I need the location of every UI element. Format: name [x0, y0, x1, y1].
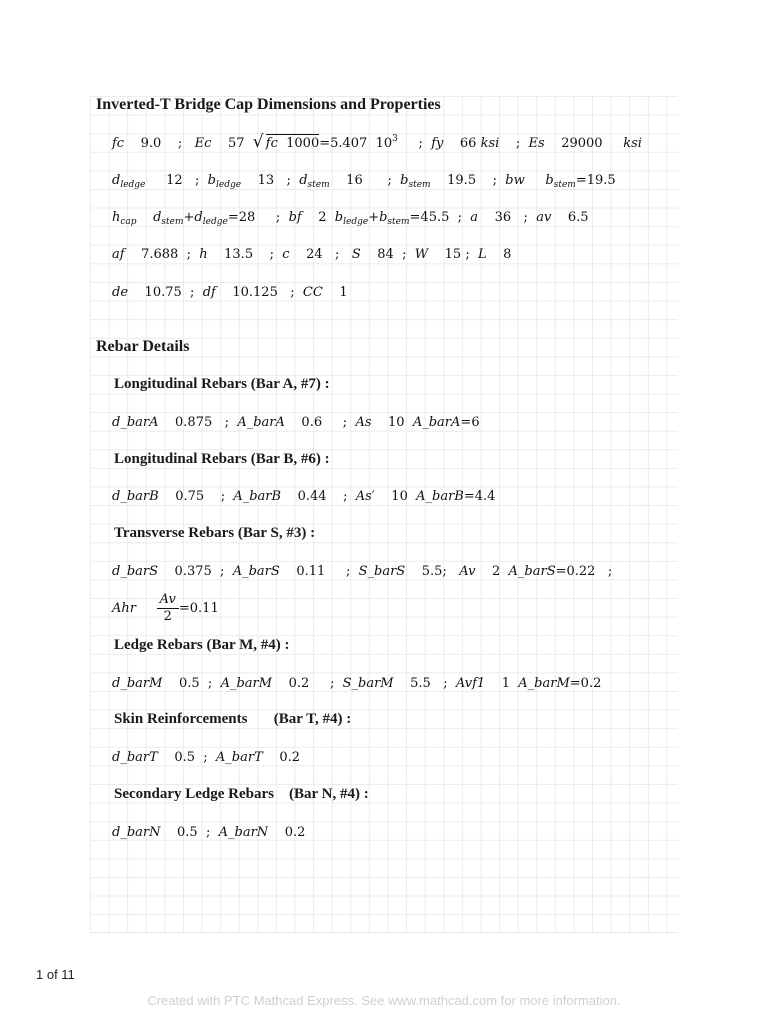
var-d-ledge: d — [112, 173, 121, 188]
av-result: =0.22 — [555, 564, 596, 579]
unit-ksi: ksi — [623, 136, 642, 151]
separator: ; — [290, 285, 295, 300]
separator: ; — [443, 676, 448, 691]
eq-bar-n[interactable] — [112, 825, 305, 840]
eq-hcap-bf-a-av[interactable] — [112, 210, 589, 225]
footer-text: Created with PTC Mathcad Express. See www.mathcad.com for more information. — [147, 993, 621, 1008]
val-l: 8 — [503, 247, 512, 262]
var-af: af — [112, 247, 125, 262]
val-a-bar-n: 0.2 — [284, 825, 306, 840]
var-d-bar-s: d_barS — [112, 564, 159, 579]
val-ec-coef: 57 — [227, 136, 245, 151]
var-a-bar-n: A_barN — [218, 825, 269, 840]
separator: ; — [224, 415, 230, 430]
plus-operator: + — [368, 210, 380, 225]
var-as-prime: As′ — [355, 489, 375, 504]
sub-stem: stem — [161, 217, 184, 227]
val-b-ledge: 13 — [257, 173, 275, 188]
separator: ; — [220, 489, 226, 504]
separator: ; — [402, 247, 407, 262]
fraction-denominator: 2 — [163, 609, 172, 624]
as-result: =6 — [460, 415, 480, 430]
val-d-stem: 16 — [346, 173, 363, 188]
var-d-bar-a: d_barA — [112, 415, 159, 430]
val-av-coef: 2 — [491, 564, 501, 579]
val-a-bar-s: 0.11 — [296, 564, 326, 579]
sub-ledge: ledge — [216, 180, 242, 190]
separator: ; — [220, 564, 225, 579]
separator: ; — [186, 247, 191, 262]
separator: ; — [207, 676, 213, 691]
val-es: 29000 — [561, 136, 603, 151]
separator: ; — [190, 285, 195, 300]
var-a-bar-s-ref: A_barS — [508, 564, 556, 579]
var-s-bar-s: S_barS — [358, 564, 406, 579]
var-s-bar-m: S_barM — [342, 676, 394, 691]
val-s-bar-s: 5.5 — [421, 564, 443, 579]
separator: ; — [607, 564, 613, 579]
separator: ; — [342, 415, 348, 430]
var-h-cap: h — [112, 210, 121, 225]
sub-stem: stem — [387, 217, 410, 227]
eq-ledge-stem[interactable] — [112, 173, 616, 188]
var-a-bar-m-ref: A_barM — [518, 676, 570, 691]
val-1000: 1000 — [286, 136, 320, 151]
eq-ahr[interactable] — [112, 592, 219, 625]
val-fc: 9.0 — [140, 136, 162, 151]
var-s: S — [351, 247, 361, 262]
sub-cap: cap — [120, 217, 137, 227]
val-a-bar-m: 0.2 — [288, 676, 310, 691]
fraction-numerator: Av — [157, 592, 179, 609]
eq-de-df-cc[interactable] — [112, 285, 348, 300]
eq-bar-a[interactable] — [112, 415, 480, 430]
var-a-bar-m: A_barM — [220, 676, 273, 691]
var-ahr: Ahr — [112, 601, 136, 616]
val-as-coef: 10 — [388, 415, 405, 430]
var-d-bar-n: d_barN — [112, 825, 161, 840]
bw-result: =19.5 — [575, 173, 616, 188]
section-heading-rebar: Rebar Details — [96, 338, 190, 355]
val-df: 10.125 — [232, 285, 278, 300]
var-d-bar-b: d_barB — [112, 489, 159, 504]
ahr-result: =0.11 — [178, 601, 219, 616]
separator: ; — [335, 247, 340, 262]
ec-power-base: 10 — [375, 136, 393, 151]
separator: ; — [465, 247, 470, 262]
var-es: Es — [528, 136, 545, 151]
var-as: As — [355, 415, 372, 430]
separator: ; — [387, 173, 392, 188]
val-fy: 66 — [459, 136, 477, 151]
val-h: 13.5 — [224, 247, 254, 262]
sub-ledge: ledge — [343, 217, 369, 227]
bar-b-title: Longitudinal Rebars (Bar B, #6) : — [114, 451, 330, 467]
var-df: df — [202, 285, 216, 300]
eq-bar-s[interactable] — [112, 564, 612, 579]
val-s: 84 — [377, 247, 394, 262]
avf-result: =0.2 — [569, 676, 602, 691]
var-av: av — [536, 210, 552, 225]
separator: ; — [345, 564, 351, 579]
val-de: 10.75 — [144, 285, 182, 300]
var-de: de — [112, 285, 129, 300]
val-d-bar-m: 0.5 — [178, 676, 200, 691]
bar-m-title: Ledge Rebars (Bar M, #4) : — [114, 637, 290, 653]
var-a-bar-b-ref: A_barB — [416, 489, 464, 504]
val-b-stem: 19.5 — [447, 173, 477, 188]
var-d-stem-ref: d — [153, 210, 162, 225]
sub-stem: stem — [553, 180, 576, 190]
var-fc-in-sqrt: fc — [265, 136, 278, 151]
val-d-bar-a: 0.875 — [175, 415, 213, 430]
var-c: c — [282, 247, 290, 262]
var-d-bar-m: d_barM — [112, 676, 163, 691]
ec-power-exp: 3 — [392, 134, 398, 144]
separator: ; — [515, 136, 521, 151]
bf-result: =45.5 — [409, 210, 450, 225]
var-l: L — [478, 247, 487, 262]
bar-t-title: Skin Reinforcements (Bar T, #4) : — [114, 711, 352, 727]
val-w: 15 — [444, 247, 462, 262]
val-cc: 1 — [339, 285, 348, 300]
var-b-stem: b — [400, 173, 409, 188]
var-b-stem-ref: b — [379, 210, 388, 225]
separator: ; — [492, 173, 498, 188]
var-w: W — [414, 247, 429, 262]
h-cap-result: =28 — [227, 210, 256, 225]
var-a-bar-a-ref: A_barA — [412, 415, 461, 430]
page-title: Inverted-T Bridge Cap Dimensions and Properties — [96, 96, 441, 113]
var-cc: CC — [302, 285, 323, 300]
separator: ; — [203, 750, 208, 765]
val-d-ledge: 12 — [166, 173, 183, 188]
var-a: a — [470, 210, 479, 225]
var-d-stem: d — [299, 173, 308, 188]
var-h: h — [199, 247, 208, 262]
eq-bar-b[interactable] — [112, 489, 495, 504]
eq-af-h-c-s-w-l[interactable] — [112, 247, 511, 262]
separator: ; — [177, 136, 183, 151]
val-bf-coef: 2 — [318, 210, 327, 225]
eq-fc-ec-fy-es[interactable] — [112, 132, 642, 152]
val-s-bar-m: 5.5 — [410, 676, 431, 691]
separator: ; — [205, 825, 211, 840]
separator: ; — [275, 210, 281, 225]
separator: ; — [343, 489, 348, 504]
separator: ; — [286, 173, 291, 188]
sqrt-expression — [252, 132, 320, 152]
var-ec: Ec — [194, 136, 212, 151]
bar-n-title: Secondary Ledge Rebars (Bar N, #4) : — [114, 786, 369, 802]
bar-a-title: Longitudinal Rebars (Bar A, #7) : — [114, 376, 330, 392]
val-d-bar-s: 0.375 — [174, 564, 212, 579]
separator: ; — [523, 210, 528, 225]
plus-operator: + — [183, 210, 195, 225]
unit-ksi: ksi — [480, 136, 500, 151]
var-a-bar-t: A_barT — [215, 750, 263, 765]
var-av-bar: Av — [459, 564, 476, 579]
var-avf1: Avf1 — [455, 676, 486, 691]
var-a-bar-b: A_barB — [233, 489, 282, 504]
sub-ledge: ledge — [202, 217, 228, 227]
var-a-bar-a: A_barA — [237, 415, 285, 430]
eq-bar-m[interactable] — [112, 676, 601, 691]
var-d-ledge-ref: d — [194, 210, 203, 225]
val-as-prime-coef: 10 — [391, 489, 408, 504]
bar-s-title: Transverse Rebars (Bar S, #3) : — [114, 525, 316, 541]
val-a-bar-t: 0.2 — [279, 750, 300, 765]
separator: ; — [457, 210, 463, 225]
var-bf: bf — [288, 210, 302, 225]
var-a-bar-s: A_barS — [232, 564, 280, 579]
as-prime-result: =4.4 — [463, 489, 496, 504]
val-avf-coef: 1 — [501, 676, 511, 691]
page-number: 1 of 11 — [36, 967, 75, 982]
var-fy: fy — [431, 136, 444, 151]
var-fc: fc — [112, 136, 125, 151]
val-c: 24 — [306, 247, 323, 262]
eq-bar-t[interactable] — [112, 750, 300, 765]
val-av: 6.5 — [567, 210, 589, 225]
var-b-ledge-ref: b — [334, 210, 344, 225]
val-d-bar-t: 0.5 — [174, 750, 195, 765]
val-a-bar-a: 0.6 — [301, 415, 323, 430]
var-b-ledge: b — [207, 173, 216, 188]
sub-stem: stem — [408, 180, 431, 190]
fraction-av-over-2 — [157, 592, 179, 625]
ec-result: =5.407 — [319, 136, 368, 151]
radical-icon: √ — [252, 132, 264, 152]
separator: ; — [195, 173, 200, 188]
sub-ledge: ledge — [120, 180, 146, 190]
sub-stem: stem — [307, 180, 330, 190]
separator: ; — [442, 564, 447, 579]
separator: ; — [269, 247, 275, 262]
separator: ; — [418, 136, 423, 151]
var-d-bar-t: d_barT — [112, 750, 158, 765]
val-af: 7.688 — [141, 247, 179, 262]
val-a: 36 — [494, 210, 512, 225]
val-a-bar-b: 0.44 — [297, 489, 327, 504]
val-d-bar-b: 0.75 — [175, 489, 205, 504]
var-b-stem-ref: b — [545, 173, 554, 188]
val-d-bar-n: 0.5 — [177, 825, 198, 840]
var-bw: bw — [505, 173, 525, 188]
separator: ; — [329, 676, 335, 691]
